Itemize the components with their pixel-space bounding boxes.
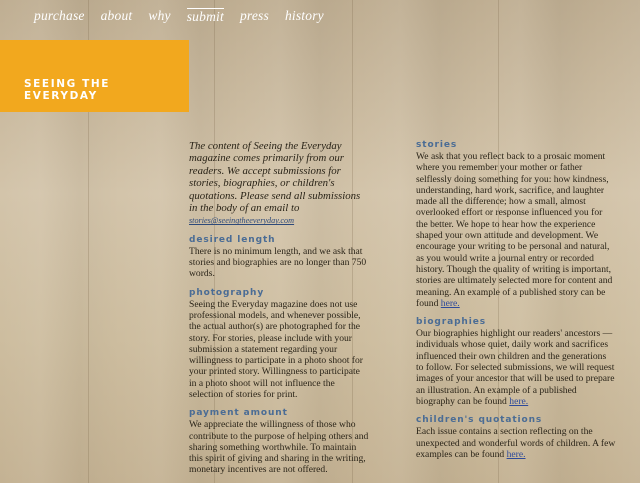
intro-text: The content of Seeing the Everyday magazine comes primarily from our readers. We accept submissions for stories, biographies, or children's quotations. Please send all submissions in the body of an email to	[189, 140, 361, 215]
biographies-example-link[interactable]: here.	[509, 395, 529, 407]
section-body-desired-length: There is no minimum length, and we ask that stories and biographies are no longer than 750 words.	[189, 245, 367, 280]
nav-about[interactable]: about	[100, 8, 133, 23]
left-column	[189, 140, 369, 476]
childrens-quotations-text: Each issue contains a section reflecting on the unexpected and wonderful words of children. A few examples can be found	[416, 426, 616, 460]
site-banner	[0, 40, 189, 112]
section-body-childrens-quotations	[416, 426, 616, 460]
section-body-stories	[416, 151, 616, 309]
section-body-payment-amount: We appreciate the willingness of those who contribute to the purpose of helping others and sharing something worthwhile. To maintain this spirit of giving and sharing in the writing, monetary incentives are not offered.	[189, 419, 369, 476]
nav-submit[interactable]: submit	[186, 9, 224, 24]
section-body-biographies	[416, 328, 616, 407]
childrens-quotations-example-link[interactable]: here.	[506, 448, 526, 460]
section-heading-stories: stories	[416, 140, 458, 150]
site-title[interactable]: SEEING THE EVERYDAY	[24, 78, 110, 102]
section-body-photography: Seeing the Everyday magazine does not use professional models, and whenever possible, the actual author(s) are photographed for the story. For stories, please include with your submission a statement regarding your willingness to participate in a photo shoot for your printed story. Willingness to participate in a photo shoot will not influence the selection of stories for print.	[189, 298, 363, 400]
nav-purchase[interactable]: purchase	[34, 8, 85, 23]
section-heading-childrens-quotations: children's quotations	[416, 415, 543, 426]
submission-email-link[interactable]: stories@seeingtheeveryday.com	[189, 216, 295, 226]
section-heading-payment-amount: payment amount	[189, 408, 288, 419]
right-column	[416, 140, 616, 460]
top-nav	[34, 8, 324, 25]
stories-example-link[interactable]: here.	[440, 297, 460, 309]
stories-text: We ask that you reflect back to a prosaic moment where you remember your mother or father selflessly doing something for you: how kindness, understanding, hard work, sacrifice, and laughter made all the difference; how a small, almost overlooked effort or response influenced you for the better. We hope to hear how the experience shaped your own attitude and development. We encourage your writing to be personal and natural, as you would write a journal entry or recorded history. Though the quality of writing is important, stories are ultimately selected more for content and meaning. An example of a published story can be found	[416, 151, 613, 309]
biographies-text: Our biographies highlight our readers' ancestors —individuals whose quiet, daily work and sacrifices influenced their own children and the generations to follow. For selected submissions, we will request images of your ancestor that will be used to prepare an illustration. An example of a published biography can be found	[416, 328, 615, 407]
nav-history[interactable]: history	[284, 8, 324, 23]
section-heading-biographies: biographies	[416, 317, 486, 328]
nav-why[interactable]: why	[148, 8, 171, 23]
section-heading-photography: photography	[189, 287, 265, 298]
section-heading-desired-length: desired length	[189, 234, 276, 245]
nav-press[interactable]: press	[239, 8, 269, 23]
